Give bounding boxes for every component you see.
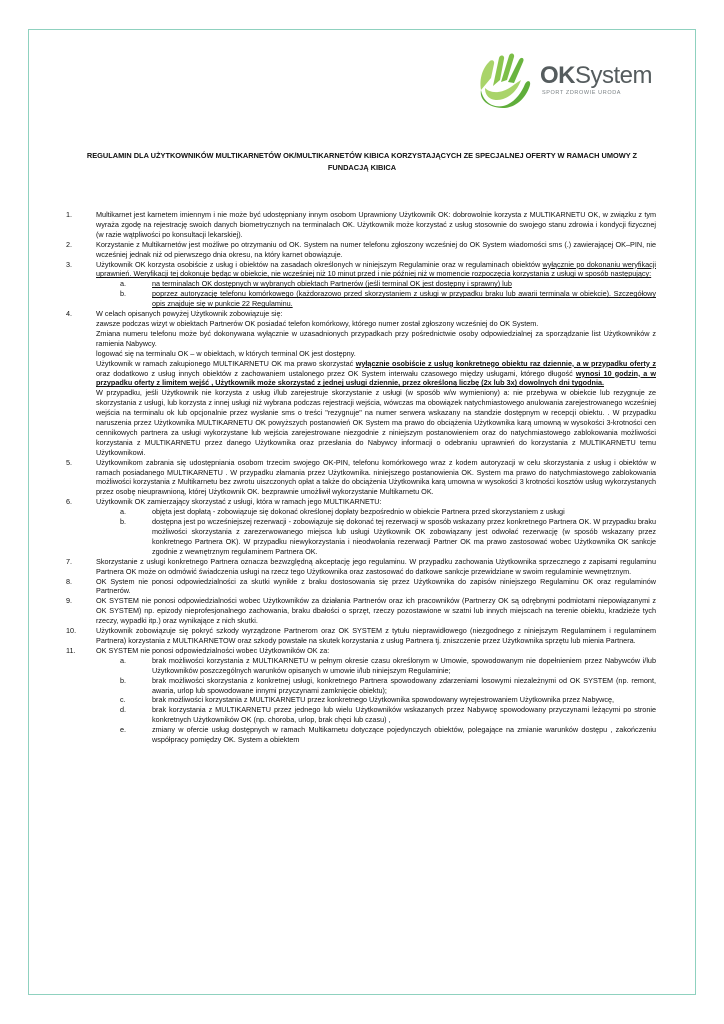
clause-text: Korzystanie z Multikarnetów jest możliwe po otrzymaniu od OK. System na numer telefonu zgłoszony wcześniej do OK System wiadomości sms (.) zawierającej OK–PIN, nie wcześniej jednak niż od pierwszego dnia okresu, na który karnet obowiązuje. — [96, 239, 656, 259]
logo-ok: OK — [540, 62, 575, 89]
sub-letter: b. — [120, 517, 127, 527]
clause-text: OK SYSTEM nie ponosi odpowiedzialności wobec Użytkowników za działania Partnerów oraz ich pracowników (Partnerzy OK są odrębnymi podmiotami niepowiązanymi z OK SYSTEM) np. epizody nieprofesjonalnego zachowania, braku dbałości o sprzęt, rzeczy pozostawione w szatni lub innych miejscach na terenie obiektu, kradzieże tych rzeczy, wypadki itp.) oraz wynikające z nich skutki. — [96, 596, 656, 626]
clause-number: 7. — [66, 556, 73, 566]
clause-10 — [66, 626, 656, 646]
clause-text: OK SYSTEM nie ponosi odpowiedzialności wobec Użytkowników OK za: — [96, 645, 330, 655]
clause-number: 2. — [66, 239, 73, 249]
clause-number: 11. — [66, 645, 76, 655]
clause-4-line: logować się na terminalu OK – w obiektach, w których terminal OK jest dostępny. — [96, 348, 356, 358]
clause-6 — [66, 497, 656, 507]
sub-letter: a. — [120, 655, 127, 665]
clause-4-text: oraz dodatkowo z usług innych obiektów z zachowaniem ustalonego przez OK System interwału czasowego między usługami, którego długość — [96, 368, 573, 378]
clause-text: Użytkownik zobowiązuje się pokryć szkody wyrządzone Partnerom oraz OK SYSTEM z tytułu nieprawidłowego (niezgodnego z niniejszym Regulaminem i regulaminem Partnera) korzystania z MULTIKARNETOW oraz szkody powstałe na skutek korzystania z usług Partnera tj. zniszczenie przez Użytkownika sprzętu lub mienia Partnera. — [96, 626, 656, 645]
sub-letter: a. — [120, 507, 127, 517]
clause-4-line: Zmiana numeru telefonu może być dokonywana wyłącznie w uzasadnionych przypadkach przy pośrednictwie osoby odpowiedzialnej za sporządzanie list Użytkowników z ramienia Nabywcy. — [96, 328, 656, 348]
clause-number: 5. — [66, 457, 73, 467]
logo-tagline: SPORT ZDROWIE URODA — [542, 90, 622, 96]
sub-letter: a. — [120, 279, 127, 289]
clause-3b — [66, 289, 656, 309]
clause-8 — [66, 577, 656, 597]
clause-text: Użytkownik OK zamierzający skorzystać z usługi, która w ramach jego MULTIKARNETU: — [96, 497, 382, 507]
sub-text: brak korzystania z MULTIKARNETU przez jednego lub wielu Użytkowników wskazanych przez Nabywcę spowodowany przyczynami leżącymi po stronie konkretnych Użytkowników OK (np. choroba, urlop, brak chęci lub czasu) , — [152, 705, 656, 725]
clause-3-underlined: wyłącznie po dokonaniu weryfikacji uprawnień. Weryfikacji tej dokonuje będąc w obiekcie, nie wcześniej niż 10 minut przed i nie później niż w momencie rozpoczęcia korzystania z usługi w sposób następujący: — [96, 259, 656, 279]
clause-5 — [66, 458, 656, 498]
sub-text: brak możliwości skorzystania z konkretnej usługi, konkretnego Partnera spowodowany zdarzeniami losowymi niezależnymi od OK SYSTEM (np. remont, awaria, urlop lub spowodowane innymi przyczynami zamknięcie obiektu); — [152, 675, 656, 695]
clause-text: Skorzystanie z usługi konkretnego Partnera oznacza bezwzględną akceptację jego regulaminu. W przypadku zachowania Użytkownika sprzecznego z zapisami regulaminu Partnera OK może on odmówić świadczenia usługi na rzecz tego Użytkownika oraz zastosować do datkowe sankcje przewidziane w swoim regulaminie wewnętrznym. — [96, 556, 656, 576]
sub-text: na terminalach OK dostępnych w wybranych obiektach Partnerów (jeśli terminal OK jest dostępny i sprawny) lub — [152, 279, 512, 289]
clause-11b — [66, 676, 656, 696]
clause-9 — [66, 596, 656, 626]
clause-2 — [66, 240, 656, 260]
clause-4-paragraph — [96, 359, 656, 389]
sub-letter: d. — [120, 705, 127, 715]
clause-4-bold: wynosi 10 godzin, a w przypadku oferty z limitem wejść , Użytkownik może skorzystać z jednej usługi dziennie, przez określoną liczbę (2x lub 3x) dowolnych dni tygodnia. — [96, 368, 656, 388]
clause-text — [96, 260, 656, 280]
regulations-body — [66, 210, 656, 745]
sub-text: objęta jest dopłatą - zobowiązuje się dokonać określonej dopłaty bezpośrednio w obiekcie Partnera przed skorzystaniem z usługi — [152, 507, 565, 517]
clause-3a — [66, 279, 656, 289]
clause-4 — [66, 309, 656, 458]
clause-6b — [66, 517, 656, 557]
clause-number: 1. — [66, 210, 73, 219]
clause-text: Multikarnet jest karnetem imiennym i nie może być udostępniany innym osobom Uprawniony Użytkownik OK: dobrowolnie korzysta z MULTIKARNETU OK, w związku z tym wyraża zgodę na rejestrację swoich danych biometrycznych na terminalach OK. Użytkownik może korzystać z usług stosownie do swojego stanu zdrowia i kondycji fizycznej (w razie wątpliwości po konsultacji lekarskiej). — [96, 210, 656, 239]
logo-system: System — [575, 62, 653, 89]
clause-number: 9. — [66, 596, 73, 606]
sub-text: poprzez autoryzację telefonu komórkowego (każdorazowo przed skorzystaniem z usługi w przypadku braku lub awarii terminala w obiekcie). Szczegółowy opis znajduje się w punkcie 22 Regulaminu. — [152, 289, 656, 309]
sub-letter: e. — [120, 725, 127, 735]
clause-number: 8. — [66, 576, 73, 586]
sub-letter: b. — [120, 289, 127, 299]
sub-text: zmiany w ofercie usług dostępnych w ramach Multikarnetu dotyczące pojedynczych obiektów, polegające na zmianie warunków dostępu , zakończeniu współpracy pomiędzy OK. System a obiektem — [152, 725, 656, 745]
clause-number: 4. — [66, 309, 73, 319]
sub-letter: c. — [120, 695, 126, 705]
sub-text: brak możliwości korzystania z MULTIKARNETU przez konkretnego Użytkownika spowodowany wyrejestrowaniem Użytkownika przez Nabywcę, — [152, 695, 615, 705]
sub-text: dostępna jest po wcześniejszej rezerwacji - zobowiązuje się dokonać tej rezerwacji w sposób wskazany przez konkretnego Partnera OK. W przypadku braku możliwości skorzystania z zarezerwowanego miejsca lub usługi Użytkownik OK zobowiązany jest odwołać rezerwację (w sposób wskazany przez konkretnego Partnera OK). W przypadku niewykorzystania i nieodwołania rezerwacji Partner OK ma prawo zastosować wobec Użytkownika OK sankcje zgodnie z wewnętrznym regulaminem Partnera OK. — [152, 517, 656, 556]
clause-number: 3. — [66, 259, 73, 269]
clause-3-text: Użytkownik OK korzysta osobiście z usług i obiektów na zasadach określonych w niniejszym Regulaminie oraz w regulaminach obiektów — [96, 259, 541, 269]
sub-letter: b. — [120, 675, 127, 685]
clause-6a — [66, 507, 656, 517]
clause-4-line: W celach opisanych powyżej Użytkownik zobowiązuje się: — [96, 309, 283, 319]
clause-text — [96, 309, 656, 458]
clause-text: Użytkownikom zabrania się udostępniania osobom trzecim swojego OK-PIN, telefonu komórkowego wraz z kodem autoryzacji w celu skorzystania z usług i obiektów w ramach posiadanego MULTIKARNETU . W przypadku złamania przez Użytkownika. niniejszego postanowienia OK. System ma prawo do natychmiastowego zablokowania możliwości korzystania z Multikarnetu bez zwrotu uiszczonych opłat a także do obciążenia Użytkownika karą umowna w wysokości 3 krotności kosztów usług wykorzystanych przez osobę nieuprawnioną, której Użytkownik OK. bezprawnie umożliwił wykorzystanie Multikarnetu OK. — [96, 457, 656, 497]
clause-4-line: W przypadku, jeśli Użytkownik nie korzysta z usług i/lub zarejestruje skorzystanie z usługi (w sposób w/w wymieniony) a: nie przebywa w obiekcie lub rezygnuje ze skorzystania z usługi, lub korzysta z innej usługi niż wybrana podczas rejestracji wejścia, wówczas ma obowiązek natychmiastowego anulowania zarejestrowanego wcześniej wejścia na terminalu ok lub opcjonalnie przez wysłanie sms o treści "rezygnuje" na numer serwera wskazany na standzie dostępnym w recepcji obiektu. . W przypadku naruszenia przez Użytkownika MULTIKARNETU OK powyższych postanowień OK System ma prawo do obciążenia Użytkownika karą umowną w wysokości 3-krotności cen cennikowych partnera za usługi wykorzystane lub wejścia zarejestrowane niezgodnie z niniejszym postanowieniem oraz do natychmiastowego zablokowania możliwości korzystania z MULTIKARNETU przez danego Użytkownika oraz przesłania do Nabywcy informacji o odebraniu uprawnień do korzystania z MULTIKARNETU temu Użytkownikowi. — [96, 388, 656, 457]
clause-11a — [66, 656, 656, 676]
clause-11 — [66, 646, 656, 656]
clause-4-line: zawsze podczas wizyt w obiektach Partnerów OK posiadać telefon komórkowy, którego numer został zgłoszony wcześniej do OK System. — [96, 318, 539, 328]
clause-7 — [66, 557, 656, 577]
sub-text: brak możliwości korzystania z MULTIKARNETU w pełnym okresie czasu określonym w Umowie, spowodowanym nie dopełnieniem przez Nabywców i/lub Użytkowników poszczególnych warunków opisanych w umowie i/lub niniejszym Regulaminie; — [152, 655, 656, 675]
hand-icon — [480, 53, 530, 108]
logo-wordmark — [540, 62, 652, 90]
clause-number: 10. — [66, 626, 77, 636]
clause-1 — [66, 210, 656, 240]
clause-11c — [66, 695, 656, 705]
clause-11d — [66, 705, 656, 725]
clause-4-bold: wyłącznie osobiście z usług konkretnego obiektu raz dziennie, a w przypadku oferty z — [355, 358, 656, 368]
clause-number: 6. — [66, 497, 73, 507]
clause-11e — [66, 725, 656, 745]
clause-4-text: Użytkownik w ramach zakupionego MULTIKARNETU OK ma prawo skorzystać — [96, 358, 354, 368]
document-title: REGULAMIN DLA UŻYTKOWNIKÓW MULTIKARNETÓW OK/MULTIKARNETÓW KIBICA KORZYSTAJĄCYCH ZE SPECJALNEJ OFERTY W RAMACH UMOWY Z FUNDACJĄ KIBICA — [86, 151, 638, 172]
clause-text: OK System nie ponosi odpowiedzialności za skutki wynikłe z braku dostosowania się przez Użytkownika do zapisów niniejszego Regulaminu OK oraz regulaminów Partnerów. — [96, 576, 656, 596]
clause-3 — [66, 260, 656, 280]
